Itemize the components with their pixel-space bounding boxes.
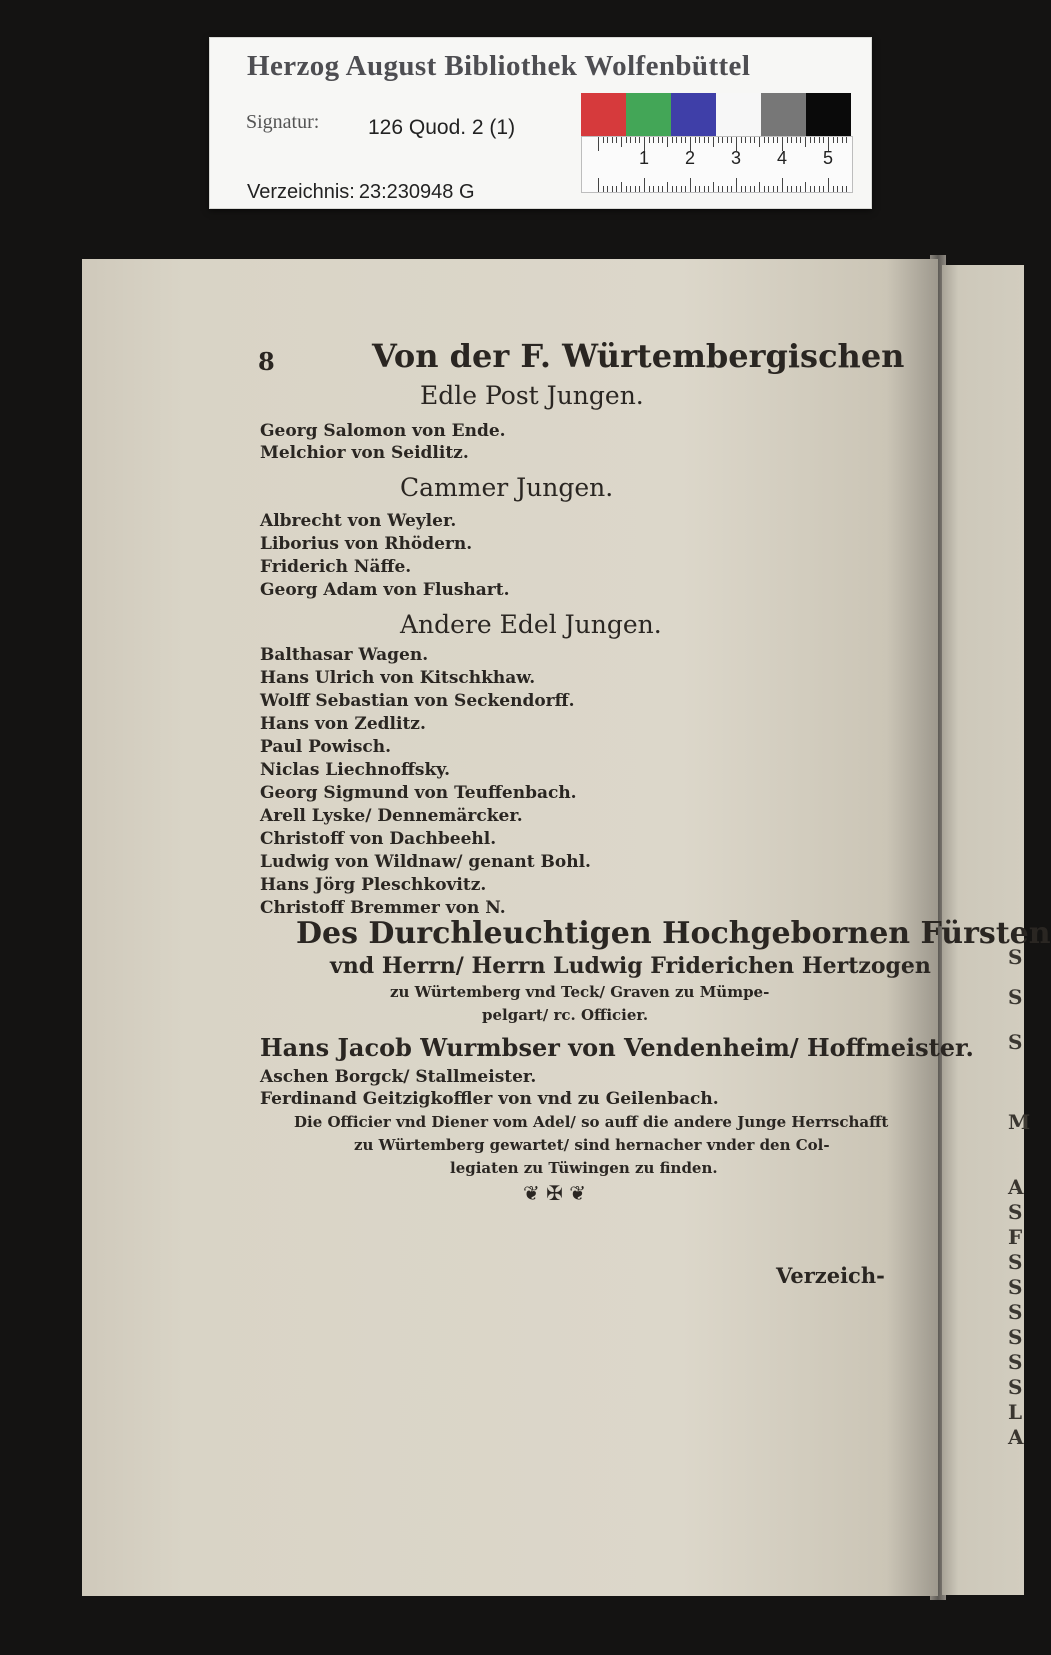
list-item: Hans Ulrich von Kitschkhaw. [260, 668, 536, 688]
ruler-tick [750, 186, 751, 192]
ruler-tick [741, 137, 742, 143]
color-swatch [626, 93, 671, 136]
verzeichnis-label: Verzeichnis: [247, 181, 355, 203]
ruler-tick [796, 186, 797, 192]
ruler-tick [805, 182, 806, 192]
ruler-tick [823, 186, 824, 192]
facing-page-fragment: L [1008, 1400, 1023, 1424]
ruler-tick [787, 186, 788, 192]
color-swatch [806, 93, 851, 136]
ruler-tick [805, 137, 806, 147]
ruler-tick [681, 186, 682, 192]
ruler-tick [658, 137, 659, 143]
ruler-tick [842, 186, 843, 192]
library-name: Herzog August Bibliothek Wolfenbüttel [247, 50, 751, 82]
ruler-tick [676, 186, 677, 192]
ruler-tick [777, 186, 778, 192]
list-item: Paul Powisch. [260, 737, 392, 757]
ruler-tick [662, 137, 663, 143]
ruler-tick [819, 186, 820, 192]
prince-heading-line: Des Durchleuchtigen Hochgebornen Fürsten [296, 916, 1051, 951]
ruler-tick [603, 186, 604, 192]
facing-page-fragment: S [1008, 1275, 1023, 1299]
ruler-tick [649, 186, 650, 192]
ruler-tick [846, 186, 847, 192]
ruler-tick [621, 182, 622, 192]
ruler-tick [800, 137, 801, 143]
ruler-tick [837, 186, 838, 192]
official-main: Hans Jacob Wurmbser von Vendenheim/ Hoffmeister. [260, 1033, 974, 1062]
ruler-tick [598, 137, 599, 151]
section-heading: Edle Post Jungen. [420, 381, 644, 410]
ruler-tick [658, 186, 659, 192]
ruler-tick [837, 137, 838, 143]
ruler-tick [603, 137, 604, 143]
facing-page-fragment: S [1008, 1250, 1023, 1274]
list-item: Georg Adam von Flushart. [260, 580, 510, 600]
ruler-tick [672, 186, 673, 192]
section-heading: Andere Edel Jungen. [400, 610, 662, 639]
note-line: legiaten zu Tüwingen zu finden. [450, 1159, 718, 1177]
ruler-tick [759, 137, 760, 147]
section-heading: Cammer Jungen. [400, 473, 614, 502]
facing-page-fragment: S [1008, 1300, 1023, 1324]
ruler-tick [708, 186, 709, 192]
prince-heading-line: pelgart/ rc. Officier. [482, 1006, 649, 1024]
ruler-tick [644, 178, 645, 192]
color-swatch [671, 93, 716, 136]
ruler-tick [736, 178, 737, 192]
ruler-tick [731, 186, 732, 192]
ruler-tick [741, 186, 742, 192]
list-item: Christoff von Dachbeehl. [260, 829, 497, 849]
ruler-number: 2 [684, 148, 696, 168]
ruler-tick [616, 137, 617, 143]
facing-page-fragment: S [1008, 945, 1023, 969]
ruler-tick [759, 182, 760, 192]
ruler-tick [754, 186, 755, 192]
facing-page-fragment: S [1008, 1350, 1023, 1374]
ruler-tick [768, 137, 769, 143]
ruler-tick [699, 137, 700, 143]
ruler-tick [635, 186, 636, 192]
ruler-tick [704, 137, 705, 143]
facing-page-fragment: S [1008, 1200, 1023, 1224]
ruler-tick [630, 137, 631, 143]
ruler-tick [695, 186, 696, 192]
ruler-tick [699, 186, 700, 192]
ruler-tick [653, 137, 654, 143]
ruler-tick [713, 182, 714, 192]
facing-page-fragment: M [1008, 1110, 1031, 1134]
facing-page-fragment: S [1008, 1030, 1023, 1054]
ruler-number: 1 [638, 148, 650, 168]
ruler-tick [662, 186, 663, 192]
list-item: Hans von Zedlitz. [260, 714, 426, 734]
ruler-tick [828, 178, 829, 192]
facing-page-fragment: A [1008, 1175, 1024, 1199]
ruler-tick [649, 137, 650, 143]
ruler-tick [713, 137, 714, 147]
ruler-tick [796, 137, 797, 143]
ruler-tick [607, 186, 608, 192]
official-entry: Ferdinand Geitzigkoffler von vnd zu Geilenbach. [260, 1089, 719, 1109]
list-item: Hans Jörg Pleschkovitz. [260, 875, 487, 895]
ruler-tick [626, 137, 627, 143]
list-item: Georg Salomon von Ende. [260, 421, 506, 441]
list-item: Albrecht von Weyler. [260, 511, 457, 531]
ruler-number: 3 [730, 148, 742, 168]
page-number: 8 [258, 347, 275, 376]
ruler-tick [708, 137, 709, 143]
ruler-tick [782, 178, 783, 192]
ruler-tick [833, 186, 834, 192]
list-item: Balthasar Wagen. [260, 645, 429, 665]
ruler-tick [722, 186, 723, 192]
ruler-tick [598, 178, 599, 192]
ruler-tick [823, 137, 824, 143]
ruler-tick [607, 137, 608, 143]
verzeichnis-line [247, 181, 479, 204]
ruler-tick [722, 137, 723, 143]
facing-page-fragment: S [1008, 1375, 1023, 1399]
ruler-tick [791, 137, 792, 143]
ruler-tick [846, 137, 847, 143]
official-entry: Aschen Borgck/ Stallmeister. [260, 1067, 537, 1087]
ruler-tick [685, 137, 686, 143]
book-page [82, 259, 1051, 1596]
ruler-tick [695, 137, 696, 143]
catchword: Verzeich- [776, 1263, 885, 1288]
ruler-tick [814, 186, 815, 192]
ruler-tick [676, 137, 677, 143]
ruler-tick [791, 186, 792, 192]
ruler-tick [754, 137, 755, 143]
color-swatch [761, 93, 806, 136]
ruler-number: 5 [822, 148, 834, 168]
verzeichnis-value: 23:230948 G [358, 181, 475, 203]
ruler-tick [704, 186, 705, 192]
color-calibration-swatches [581, 93, 851, 136]
list-item: Niclas Liechnoffsky. [260, 760, 451, 780]
ruler-tick [667, 182, 668, 192]
ruler-tick [773, 137, 774, 143]
ruler-tick [672, 137, 673, 143]
list-item: Arell Lyske/ Dennemärcker. [260, 806, 523, 826]
ruler-tick [630, 186, 631, 192]
ruler-tick [718, 186, 719, 192]
ruler-tick [777, 137, 778, 143]
facing-page-fragment: S [1008, 985, 1023, 1009]
ruler-tick [718, 137, 719, 143]
ruler-tick [842, 137, 843, 143]
note-line: zu Würtemberg gewartet/ sind hernacher vnder den Col- [354, 1136, 830, 1154]
ruler-tick [819, 137, 820, 143]
ruler-tick [639, 186, 640, 192]
facing-page-fragment: F [1008, 1225, 1023, 1249]
ornament: ❦ ✠ ❦ [523, 1181, 586, 1205]
ruler-tick [764, 137, 765, 143]
signatur-value: 126 Quod. 2 (1) [368, 116, 516, 139]
ruler-tick [681, 137, 682, 143]
list-item: Friderich Näffe. [260, 557, 412, 577]
list-item: Wolff Sebastian von Seckendorff. [260, 691, 575, 711]
ruler-tick [612, 137, 613, 143]
ruler-tick [616, 186, 617, 192]
ruler-tick [653, 186, 654, 192]
ruler-tick [727, 186, 728, 192]
facing-page-fragment: A [1008, 1425, 1024, 1449]
color-swatch [716, 93, 761, 136]
running-head: Von der F. Würtembergischen [372, 337, 905, 375]
prince-heading-line: vnd Herrn/ Herrn Ludwig Friderichen Hertzogen [330, 953, 931, 979]
ruler-tick [731, 137, 732, 143]
ruler-tick [612, 186, 613, 192]
ruler-tick [745, 137, 746, 143]
ruler-tick [690, 178, 691, 192]
scale-ruler [581, 136, 853, 193]
ruler-tick [773, 186, 774, 192]
library-label-card [209, 37, 872, 209]
signatur-label: Signatur: [246, 111, 320, 133]
ruler-tick [626, 186, 627, 192]
ruler-tick [814, 137, 815, 143]
ruler-number: 4 [776, 148, 788, 168]
ruler-tick [833, 137, 834, 143]
ruler-tick [810, 137, 811, 143]
ruler-tick [750, 137, 751, 143]
ruler-tick [768, 186, 769, 192]
list-item: Ludwig von Wildnaw/ genant Bohl. [260, 852, 591, 872]
list-item: Georg Sigmund von Teuffenbach. [260, 783, 577, 803]
color-swatch [581, 93, 626, 136]
list-item: Melchior von Seidlitz. [260, 443, 469, 463]
ruler-tick [635, 137, 636, 143]
facing-page-fragment: S [1008, 1325, 1023, 1349]
ruler-tick [764, 186, 765, 192]
ruler-tick [639, 137, 640, 143]
prince-heading-line: zu Würtemberg vnd Teck/ Graven zu Mümpe- [390, 983, 770, 1001]
ruler-tick [810, 186, 811, 192]
ruler-tick [685, 186, 686, 192]
list-item: Liborius von Rhödern. [260, 534, 473, 554]
note-line: Die Officier vnd Diener vom Adel/ so auff die andere Junge Herrschafft [294, 1113, 889, 1131]
ruler-tick [727, 137, 728, 143]
ruler-tick [745, 186, 746, 192]
ruler-tick [787, 137, 788, 143]
ruler-tick [667, 137, 668, 147]
ruler-tick [621, 137, 622, 147]
list-item: Christoff Bremmer von N. [260, 898, 506, 918]
ruler-tick [800, 186, 801, 192]
